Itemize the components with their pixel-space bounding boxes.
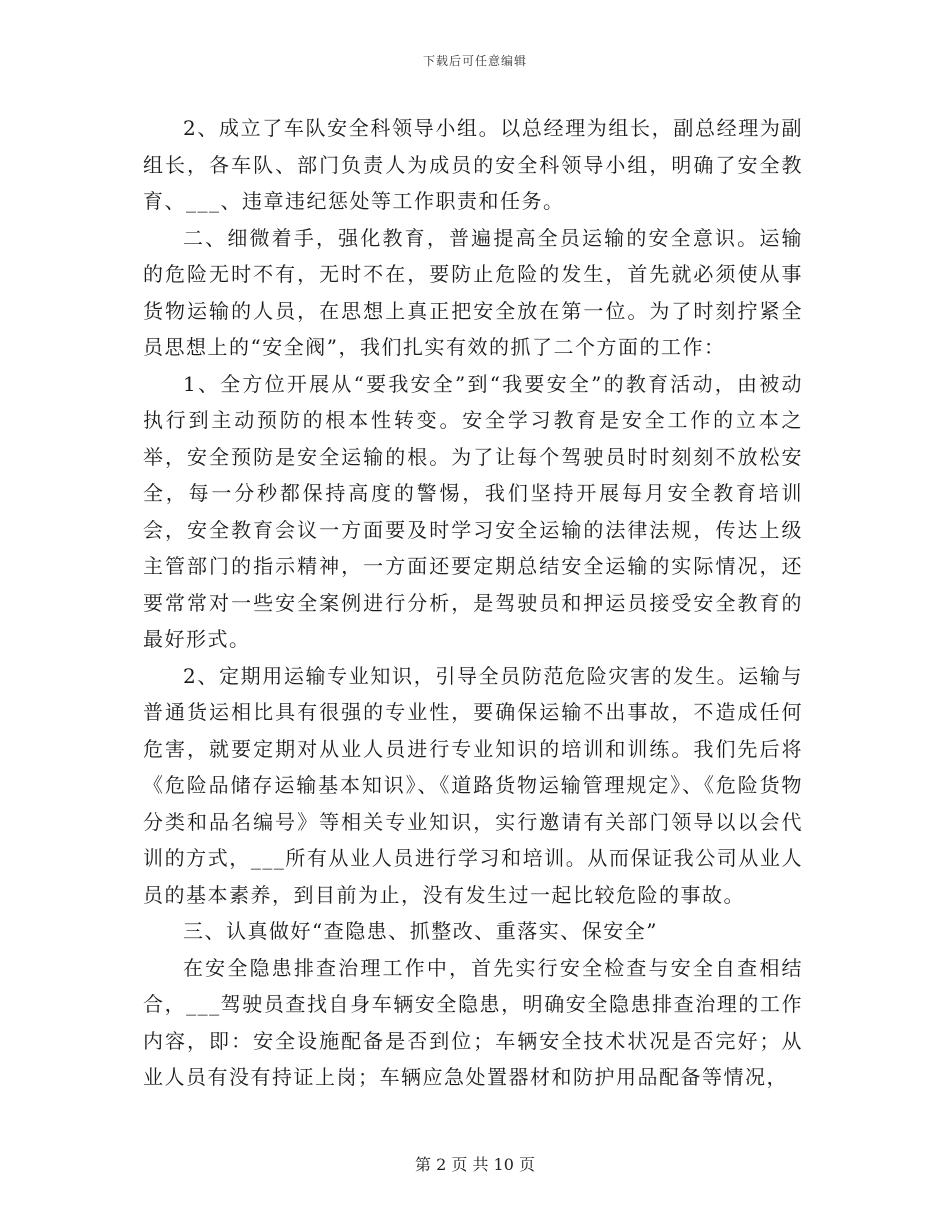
paragraph-3: 1、全方位开展从“要我安全”到“我要安全”的教育活动，由被动执行到主动预防的根本性转变。安全学习教育是安全工作的立本之举，安全预防是安全运输的根。为了让每个驾驶员时时刻刻不放松安全，每一分秒都保持高度的警惕，我们坚持开展每月安全教育培训会，安全教育会议一方面要及时学习安全运输的法律法规，传达上级主管部门的指示精神，一方面还要定期总结安全运输的实际情况，还要常常对一些安全案例进行分析，是驾驶员和押运员接受安全教育的最好形式。: [143, 371, 803, 651]
page-header: 下载后可任意编辑: [422, 54, 527, 68]
document-body: [143, 110, 803, 1096]
paragraph-6: 在安全隐患排查治理工作中，首先实行安全检查与安全自查相结合，___驾驶员查找自身车辆安全隐患，明确安全隐患排查治理的工作内容，即：安全设施配备是否到位；车辆安全技术状况是否完好；从业人员有没有持证上岗；车辆应急处置器材和防护用品配备等情况，: [143, 955, 803, 1089]
paragraph-1: 2、成立了车队安全科领导小组。以总经理为组长，副总经理为副组长，各车队、部门负责人为成员的安全科领导小组，明确了安全教育、___、违章违纪惩处等工作职责和任务。: [143, 116, 803, 213]
page-number: 第 2 页 共 10 页: [415, 1155, 535, 1174]
paragraph-2: 二、细微着手，强化教育，普遍提高全员运输的安全意识。运输的危险无时不有，无时不在，要防止危险的发生，首先就必须使从事货物运输的人员，在思想上真正把安全放在第一位。为了时刻拧紧全员思想上的“安全阀”，我们扎实有效的抓了二个方面的工作：: [143, 225, 803, 359]
section-heading-3: 三、认真做好“查隐患、抓整改、重落实、保安全”: [183, 919, 658, 943]
paragraph-4: 2、定期用运输专业知识，引导全员防范危险灾害的发生。运输与普通货运相比具有很强的专业性，要确保运输不出事故，不造成任何危害，就要定期对从业人员进行专业知识的培训和训练。我们先后将《危险品储存运输基本知识》、《道路货物运输管理规定》、《危险货物分类和品名编号》等相关专业知识，实行邀请有关部门领导以以会代训的方式，___所有从业人员进行学习和培训。从而保证我公司从业人员的基本素养，到目前为止，没有发生过一起比较危险的事故。: [143, 663, 803, 907]
